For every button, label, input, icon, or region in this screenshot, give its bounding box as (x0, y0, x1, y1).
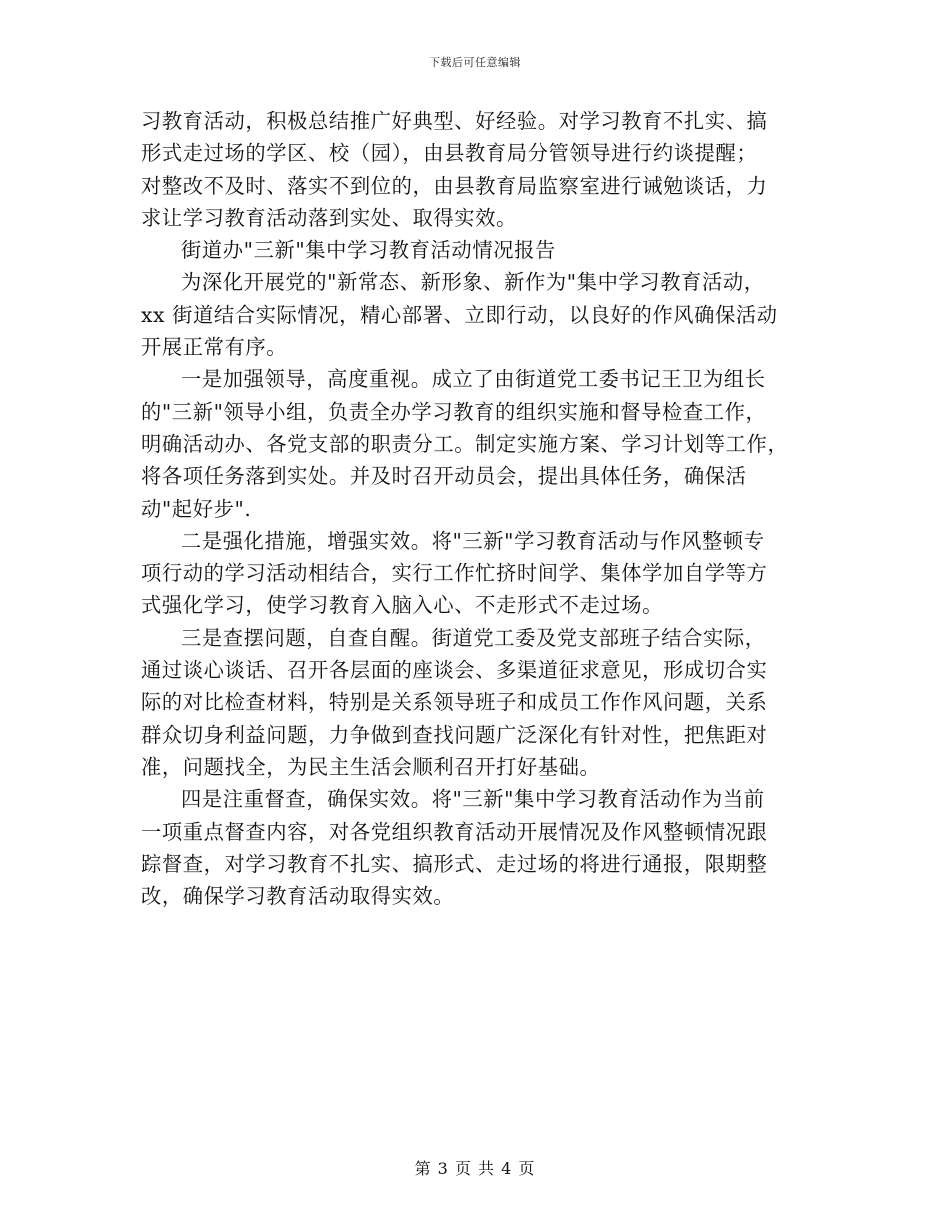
section-title: 街道办"三新"集中学习教育活动情况报告 (181, 238, 556, 263)
text-line: xx 街道结合实际情况，精心部署、立即行动，以良好的作风确保活动 (141, 302, 778, 327)
text-line: 四是注重督查，确保实效。将"三新"集中学习教育活动作为当前 (181, 787, 765, 812)
text-line: 一是加强领导，高度重视。成立了由街道党工委书记王卫为组长 (181, 367, 766, 392)
text-line: 习教育活动，积极总结推广好典型、好经验。对学习教育不扎实、搞 (141, 109, 768, 133)
text-line: 项行动的学习活动相结合，实行工作忙挤时间学、集体学加自学等方 (141, 561, 768, 586)
text-line: 求让学习教育活动落到实处、取得实效。 (141, 205, 517, 230)
text-line: 踪督查，对学习教育不扎实、搞形式、走过场的将进行通报，限期整 (141, 851, 768, 876)
text-line: 群众切身利益问题，力争做到查找问题广泛深化有针对性，把焦距对 (141, 722, 768, 747)
document-body (141, 105, 811, 912)
text-line: 开展正常有序。 (141, 335, 288, 360)
text-line: 一项重点督查内容，对各党组织教育活动开展情况及作风整顿情况跟 (141, 819, 768, 844)
page-header: 下载后可任意编辑 (429, 56, 521, 69)
text-line: 改，确保学习教育活动取得实效。 (141, 884, 455, 909)
text-line: 为深化开展党的"新常态、新形象、新作为"集中学习教育活动， (181, 270, 765, 295)
text-line: 形式走过场的学区、校（园），由县教育局分管领导进行约谈提醒； (141, 141, 758, 166)
text-line: 的"三新"领导小组，负责全办学习教育的组织实施和督导检查工作， (141, 399, 767, 424)
page-footer: 第 3 页 共 4 页 (414, 1159, 536, 1178)
text-line: 通过谈心谈话、召开各层面的座谈会、多渠道征求意见，形成切合实 (141, 658, 768, 683)
text-line: 际的对比检查材料，特别是关系领导班子和成员工作作风问题，关系 (141, 690, 768, 715)
text-line: 三是查摆问题，自查自醒。街道党工委及党支部班子结合实际， (181, 625, 766, 650)
text-line: 准，问题找全，为民主生活会顺利召开打好基础。 (141, 754, 601, 779)
text-line: 二是强化措施，增强实效。将"三新"学习教育活动与作风整顿专 (181, 528, 765, 553)
text-line: 将各项任务落到实处。并及时召开动员会，提出具体任务，确保活 (141, 464, 747, 489)
text-line: 对整改不及时、落实不到位的，由县教育局监察室进行诫勉谈话，力 (141, 173, 768, 198)
text-line: 明确活动办、各党支部的职责分工。制定实施方案、学习计划等工作， (141, 431, 789, 456)
text-line: 式强化学习，使学习教育入脑入心、不走形式不走过场。 (141, 593, 664, 618)
text-line: 动"起好步". (141, 496, 252, 521)
